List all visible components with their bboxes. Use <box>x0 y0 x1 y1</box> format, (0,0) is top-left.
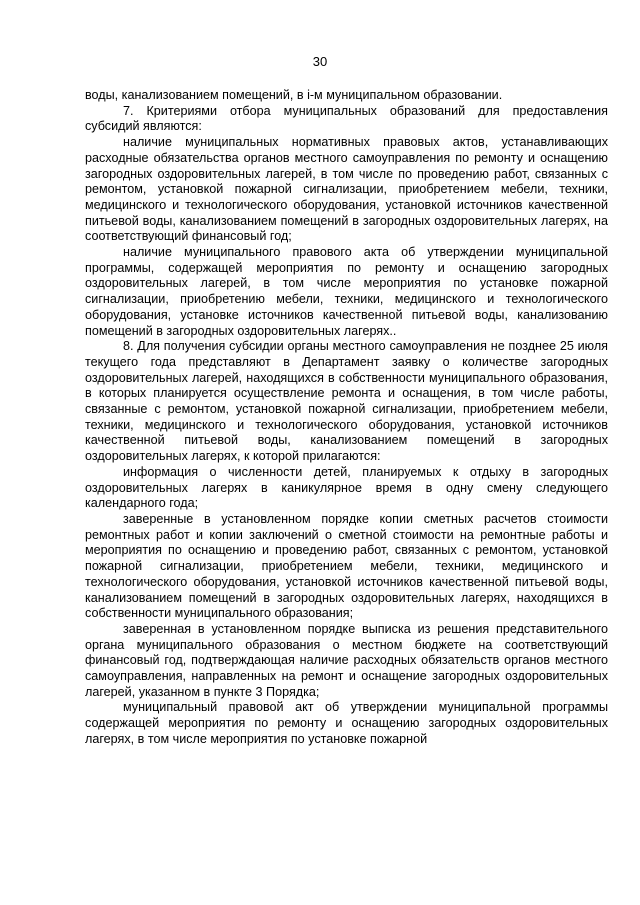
paragraph: муниципальный правовой акт об утверждении муниципальной программы содержащей мероприятия по ремонту и оснащению загородных оздоровительных лагерях, в том числе мероприятия по установке пожарной <box>85 700 608 746</box>
paragraph: наличие муниципального правового акта об утверждении муниципальной программы, содержащей мероприятия по ремонту и оснащению загородных оздоровительных лагерей, в том числе мероприятия по установке пожарной сигнализации, приобретению мебели, техники, медицинского и технологического оборудования, установке источников качественной питьевой воды, канализованию помещений в загородных оздоровительных лагерях.. <box>85 245 608 338</box>
paragraph: 8. Для получения субсидии органы местного самоуправления не позднее 25 июля текущего года представляют в Департамент заявку о количестве загородных оздоровительных лагерей, находящихся в собственности муниципального образования, в которых планируется осуществление ремонта и оснащения, в том числе работы, связанные с ремонтом, установкой пожарной сигнализации, приобретением мебели, техники, медицинского и технологического оборудования, установкой источников качественной питьевой воды, канализованием помещений в загородных оздоровительных лагерях, к которой прилагаются: <box>85 339 608 464</box>
paragraph: заверенная в установленном порядке выписка из решения представительного органа муниципального образования о местном бюджете на соответствующий финансовый год, подтверждающая наличие расходных обязательств органов местного самоуправления, направленных на ремонт и оснащение загородных оздоровительных лагерей, указанном в пункте 3 Порядка; <box>85 621 608 699</box>
paragraph: информация о численности детей, планируемых к отдыху в загородных оздоровительных лагерях в каникулярное время в одну смену следующего календарного года; <box>85 464 608 511</box>
document-body <box>85 88 608 748</box>
page-number: 30 <box>312 54 328 69</box>
paragraph: заверенные в установленном порядке копии сметных расчетов стоимости ремонтных работ и копии заключений о сметной стоимости на ремонтные работы и мероприятия по оснащению и проведению работ, связанных с ремонтом, установкой пожарной сигнализации, приобретением мебели, техники, медицинского и технологического оборудования, установкой источников качественной питьевой воды, канализованием помещений в загородных оздоровительных лагерях, находящихся в собственности муниципального образования; <box>85 511 608 621</box>
paragraph: наличие муниципальных нормативных правовых актов, устанавливающих расходные обязательства органов местного самоуправления по ремонту и оснащению загородных оздоровительных лагерей, в том числе по проведению работ, связанных с ремонтом, установкой пожарной сигнализации, приобретением мебели, техники, медицинского и технологического оборудования, установкой источников качественной питьевой воды, канализованием помещений в загородных оздоровительных лагерях, на соответствующий финансовый год; <box>85 135 608 244</box>
paragraph: воды, канализованием помещений, в i-м муниципальном образовании. <box>85 88 503 102</box>
paragraph: 7. Критериями отбора муниципальных образований для предоставления субсидий являются: <box>85 103 608 134</box>
